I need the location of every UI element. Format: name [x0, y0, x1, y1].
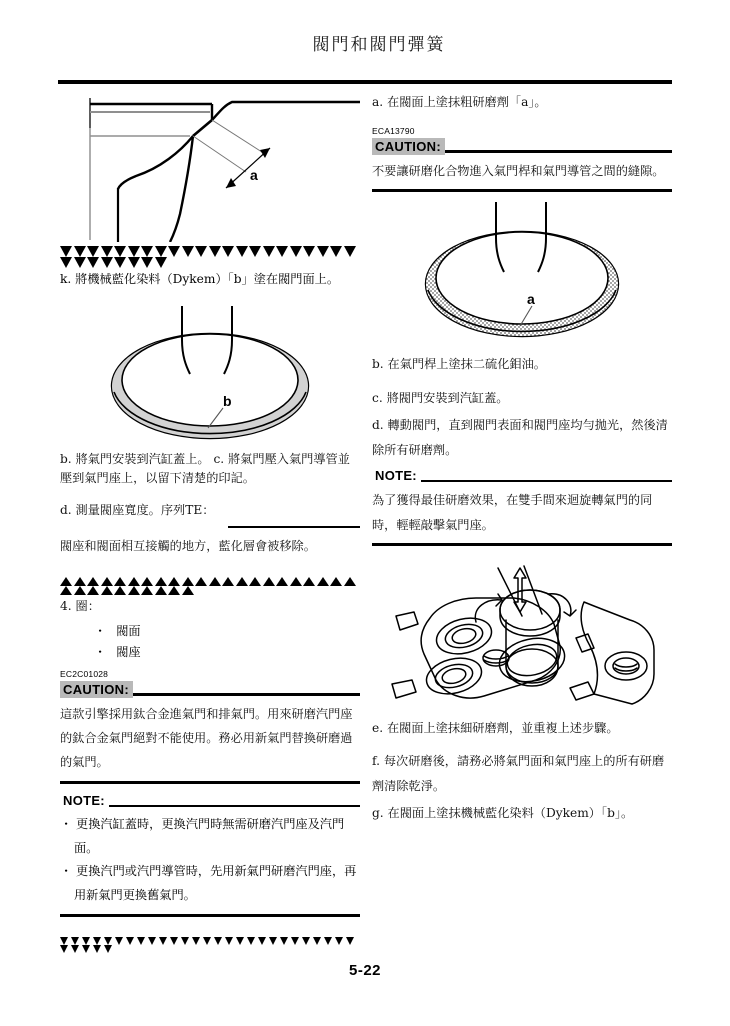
figure-label-a: a: [250, 167, 258, 183]
right-step-f-text: f. 每次研磨後，請務必將氣門面和氣門座上的所有研磨劑清除乾淨。: [372, 754, 665, 793]
right-step-b-text: b. 在氣門桿上塗抹二硫化鉬油。: [372, 357, 546, 372]
right-caution-header: [372, 138, 672, 155]
item-4-bullet-1: [60, 642, 360, 663]
left-caution-callout: [60, 670, 360, 697]
item-4-bullet-0: [60, 621, 360, 642]
item-4-bullet-1-label: 閥座: [116, 644, 141, 659]
bullet-dot-icon: ・: [94, 644, 107, 659]
page-header: [0, 30, 730, 55]
right-note-header: [372, 467, 672, 484]
left-caution-body: 這款引擎採用鈦合金進氣門和排氣門。用來研磨汽門座的鈦合金氣門絕對不能使用。務必用新氣門替換研磨過的氣門。: [60, 706, 353, 770]
step-d-text: d. 測量閥座寬度。序列TE：: [60, 503, 215, 518]
left-caution-label: CAUTION:: [60, 681, 133, 698]
right-caution-label: CAUTION:: [372, 138, 445, 155]
right-column: [372, 92, 672, 828]
left-caution-bottom-rule: [60, 781, 360, 784]
right-note-callout: [372, 467, 672, 484]
left-note-bullet-0: ・ 更換汽缸蓋時，更換汽門時無需研磨汽門座及汽門面。: [60, 816, 345, 855]
left-caution-code: EC2C01028: [60, 669, 109, 680]
figure-lapping-tool: [372, 554, 672, 714]
step-d-note-text: 閥座和閥面相互接觸的地方，藍化層會被移除。: [60, 539, 316, 554]
left-note-callout: [60, 792, 360, 809]
left-caution-header: [60, 681, 360, 698]
page-title: 閥門和閥門彈簧: [312, 35, 446, 55]
right-note-rule: [421, 480, 672, 482]
step-d-underline-rule: [228, 526, 360, 528]
right-note-body: 為了獲得最佳研磨效果，在雙手間來迴旋轉氣門的同時，輕輕敲擊氣門座。: [372, 493, 653, 532]
right-caution-rule: [445, 150, 672, 153]
right-note-label: NOTE:: [375, 468, 417, 484]
figure-label-b: b: [223, 393, 232, 410]
left-note-bottom-rule: [60, 914, 360, 917]
figure-valve-face-compound: [372, 200, 672, 350]
left-column: [60, 92, 360, 955]
right-step-d-text: d. 轉動閥門，直到閥門表面和閥門座均勻拋光，然後清除所有研磨劑。: [372, 418, 668, 457]
triangle-band-down-bottom: [60, 937, 360, 953]
header-divider-rule: [58, 80, 672, 84]
left-note-header: [60, 792, 360, 809]
left-note-bullet-1: ・ 更換汽門或汽門導管時，先用新氣門研磨汽門座，再用新氣門更換舊氣門。: [60, 864, 357, 903]
bullet-dot-icon: ・: [94, 623, 107, 638]
item-4-title: 4. 圈：: [60, 598, 100, 613]
step-b-c-text: b. 將氣門安裝到汽缸蓋上。 c. 將氣門壓入氣門導管並壓到氣門座上，以留下清楚的印記。: [60, 452, 350, 486]
right-step-a-text: a. 在閥面上塗抹粗研磨劑「a」。: [372, 95, 547, 109]
step-k-text: k. 將機械藍化染料（Dykem）「b」塗在閥門面上。: [60, 272, 340, 286]
right-step-e-text: e. 在閥面上塗抹細研磨劑，並重複上述步驟。: [372, 720, 619, 735]
triangle-band-down-top: [60, 246, 360, 268]
figure-valve-seat-cross-section: [60, 92, 360, 242]
right-step-c-text: c. 將閥門安裝到汽缸蓋。: [372, 391, 509, 406]
left-note-label: NOTE:: [63, 792, 105, 808]
right-caution-bottom-rule: [372, 189, 672, 192]
valve-face-with-dye-drawing: [60, 300, 360, 450]
item-4-bullet-0-label: 閥面: [116, 623, 141, 638]
left-caution-rule: [133, 693, 360, 696]
page-number: 5-22: [348, 962, 382, 979]
triangle-band-up: [60, 577, 360, 595]
caution-band-and-step-k: [60, 246, 360, 288]
right-caution-callout: [372, 127, 672, 154]
page-footer: [0, 962, 730, 980]
valve-lapping-tool-drawing: [372, 554, 672, 714]
valve-face-with-compound-drawing: [372, 200, 672, 350]
right-note-bottom-rule: [372, 543, 672, 546]
right-step-g-text: g. 在閥面上塗抹機械藍化染料（Dykem）「b」。: [372, 806, 634, 821]
right-caution-code: ECA13790: [372, 126, 415, 137]
figure-valve-face-dye: [60, 300, 360, 450]
valve-seat-cross-section-drawing: [60, 92, 360, 242]
left-note-rule: [109, 805, 360, 807]
figure-label-a: a: [527, 291, 535, 308]
right-caution-body: 不要讓研磨化合物進入氣門桿和氣門導管之間的縫隙。: [372, 163, 665, 178]
